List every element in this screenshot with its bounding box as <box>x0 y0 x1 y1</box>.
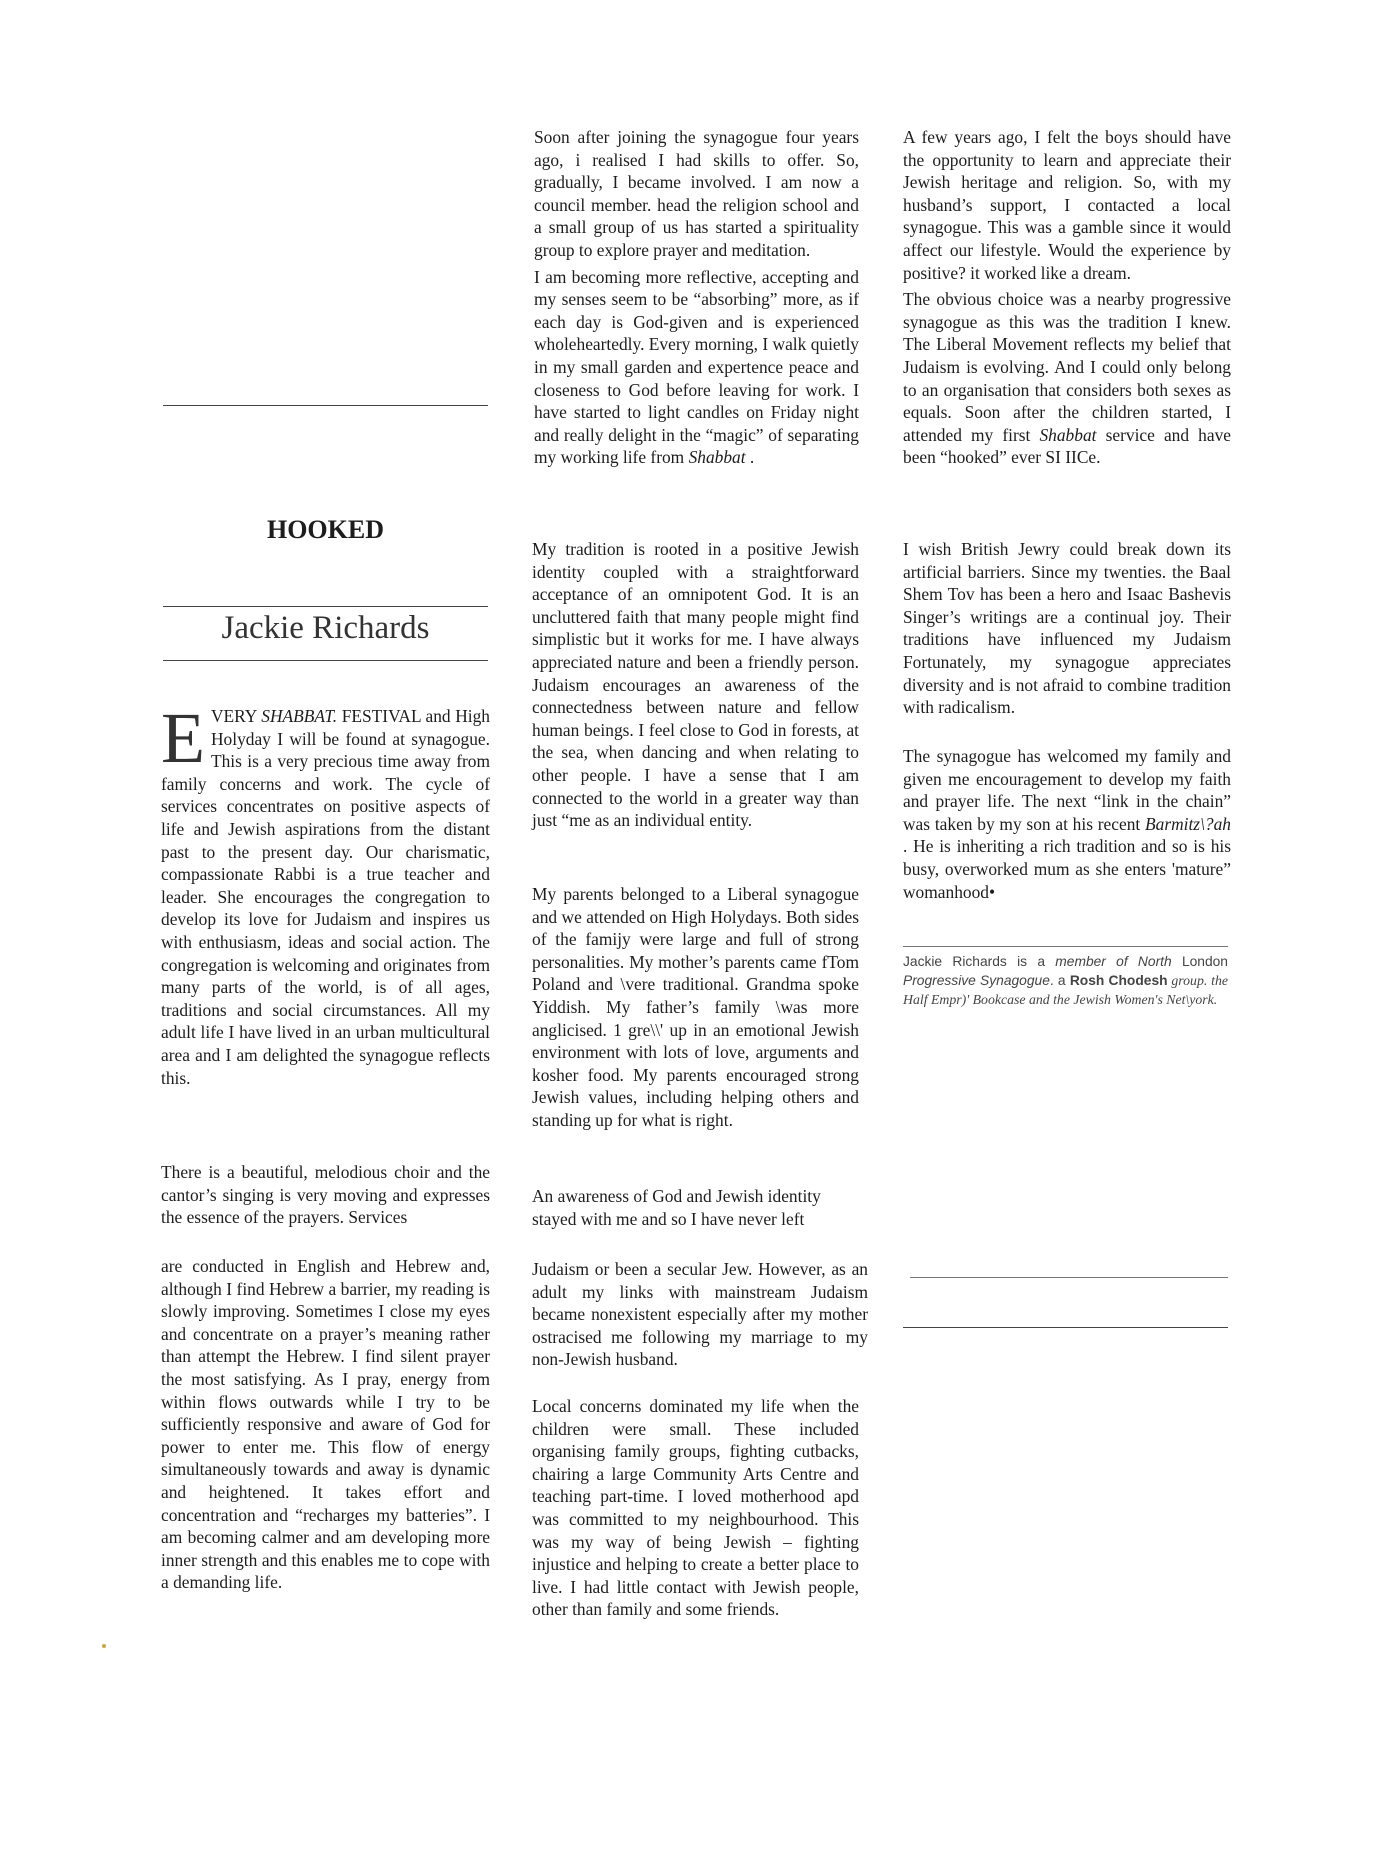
paragraph-local-concerns: Local concerns dominated my life when the children were small. These included organising family groups, fighting cutbacks, chairing a large Community Arts Centre and teaching part-time. I loved motherhood apd was committed to my neighbourhood. This was my way of being Jewish – fighting injustice and helping to create a better place to live. I had little contact with Jewish people, other than family and some friends. <box>532 1396 859 1620</box>
bio-text-6: Rosh Chodesh <box>1069 973 1168 988</box>
welcomed-barmitzvah: Barmitz\?ah <box>1145 813 1231 834</box>
paragraph-welcomed <box>903 745 1231 903</box>
reflective-text: I am becoming more reflective, accepting and my senses seem to be “absorbing” more, as if each day is God-given and is experienced wholeheartedly. Every morning, I walk quietly in my small garden and expertence peace and closeness to God before leaving for work. I have started to light candles on Friday night and really delight in the “magic” of separating my working life from <box>534 266 859 468</box>
drop-cap: E <box>161 698 205 778</box>
welcomed-text: The synagogue has welcomed my family and given me encouragement to develop my faith and prayer life. The next “link in the chain” was taken by my son at his recent <box>903 746 1231 834</box>
welcomed-end: . He is inheriting a rich tradition and so is his busy, overworked mum as she enters 'mature” womanhood• <box>903 836 1231 902</box>
reflective-end: . <box>745 447 755 468</box>
obvious-end: service and have been “hooked” ever SI IICe. <box>903 424 1231 468</box>
obvious-text: The obvious choice was a nearby progressive synagogue as this was the tradition I knew. The Liberal Movement reflects my belief that Judaism is evolving. And I could only belong to an organisation that considers both sexes as equals. Soon after the children started, I attended my first <box>903 289 1231 445</box>
author-bio <box>903 952 1228 1009</box>
column-2-part-6 <box>532 1395 859 1621</box>
article-title: HOOKED <box>266 515 384 544</box>
column-3-part-1 <box>903 126 1231 469</box>
bio-text-3: London <box>1171 954 1228 969</box>
column-2-part-3 <box>532 883 859 1132</box>
bio-text-2: member of North <box>1055 954 1172 969</box>
intro-shabbat: SHABBAT. <box>261 706 338 726</box>
column-1-part-2 <box>161 1161 490 1229</box>
paragraph-joining: Soon after joining the synagogue four years ago, i realised I had skills to offer. So, gradually, I became involved. I am now a council member. head the religion school and a small group of us has started a spirituality group to explore prayer and meditation. <box>534 127 859 260</box>
paragraph-secular: Judaism or been a secular Jew. However, as an adult my links with mainstream Judaism became nonexistent especially after my mother ostracised me following my marriage to my non-Jewish husband. <box>532 1259 868 1370</box>
column-1-part-3 <box>161 1255 490 1594</box>
bio-text-7: group. the Half Empr)' Bookcase and the Jewish Women's Net\york. <box>903 973 1228 1007</box>
author-name: Jackie Richards <box>221 610 430 646</box>
column-1 <box>161 698 490 1089</box>
column-3-part-3 <box>903 745 1231 903</box>
bottom-rule-1 <box>910 1277 1228 1278</box>
obvious-shabbat: Shabbat <box>1039 424 1097 445</box>
margin-dot <box>102 1644 106 1648</box>
author-rule-bottom <box>163 660 488 661</box>
column-3-part-2 <box>903 538 1231 719</box>
paragraph-british-jewry: I wish British Jewry could break down its artificial barriers. Since my twenties. the Baal Shem Tov has been a hero and Isaac Bashevis Singer’s writings are a continual joy. Their traditions have influenced my Judaism Fortunately, my synagogue appreciates diversity and is not afraid to combine tradition with radicalism. <box>903 539 1231 718</box>
bio-text-5: . a <box>1049 973 1070 988</box>
reflective-shabbat: Shabbat <box>688 447 746 468</box>
paragraph-intro <box>161 698 490 1089</box>
paragraph-few-years: A few years ago, I felt the boys should have the opportunity to learn and appreciate their Jewish heritage and religion. So, with my husband’s support, I contacted a local synagogue. This was a gamble since it would affect our lifestyle. Would the experience by positive? it worked like a dream. <box>903 127 1231 283</box>
column-2-part-4 <box>532 1185 859 1230</box>
paragraph-obvious-choice <box>903 288 1231 469</box>
paragraph-tradition: My tradition is rooted in a positive Jewish identity coupled with a straightforward acceptance of an omnipotent God. It is an uncluttered faith that many people might find simplistic but it works for me. I have always appreciated nature and been a friendly person. Judaism encourages an awareness of the connectedness between nature and fellow human beings. I feel close to God in forests, at the sea, when dancing and when relating to other people. I have a sense that I am connected to the world in a greater way than just “me as an individual entity. <box>532 539 859 831</box>
paragraph-choir: There is a beautiful, melodious choir and the cantor’s singing is very moving and expresses the essence of the prayers. Services <box>161 1162 490 1228</box>
paragraph-awareness: An awareness of God and Jewish identity stayed with me and so I have never left <box>532 1186 821 1229</box>
bio-rule <box>903 946 1228 947</box>
top-rule-col1 <box>163 405 488 406</box>
column-2-part-5 <box>532 1258 868 1371</box>
paragraph-reflective <box>534 266 859 469</box>
paragraph-parents: My parents belonged to a Liberal synagogue and we attended on High Holydays. Both sides of the famijy were large and full of strong personalities. My mother’s parents came fTom Poland and \vere traditional. Grandma spoke Yiddish. My father’s family \was more anglicised. 1 gre\\' up in an emotional Jewish environment with lots of love, arguments and kosher food. My parents encouraged strong Jewish values, including helping others and standing up for what is right. <box>532 884 859 1130</box>
column-2-part-1 <box>534 126 859 469</box>
bio-text-4: Progressive Synagogue <box>903 973 1050 988</box>
paragraph-services: are conducted in English and Hebrew and, although I find Hebrew a barrier, my reading is slowly improving. Sometimes I close my eyes and concentrate on a prayer’s meaning rather than attempt the Hebrew. I find silent prayer the most satisfying. As I pray, energy from within flows outwards while I try to be sufficiently responsive and aware of God for power to enter me. This flow of energy simultaneously towards and away is dynamic and heightened. It takes effort and concentration and “recharges my batteries”. I am becoming calmer and am developing more inner strength and this enables me to cope with a demanding life. <box>161 1256 490 1593</box>
author-rule-top <box>163 606 488 607</box>
bio-text-1: Jackie Richards is a <box>903 954 1056 969</box>
column-2-part-2 <box>532 538 859 832</box>
intro-rest: FESTIVAL and High Holyday I will be found at synagogue. This is a very precious time away from family concerns and work. The cycle of services concentrates on positive aspects of life and Jewish aspirations from the distant past to the present day. Our charismatic, compassionate Rabbi is a true teacher and leader. She encourages the congregation to develop its love for Judaism and inspires us with enthusiasm, ideas and social action. The congregation is welcoming and originates from many parts of the world, is of all ages, traditions and social circumstances. All my adult life I have lived in an urban multicultural area and I am delighted the synagogue reflects this. <box>161 706 490 1088</box>
intro-first: VERY <box>210 706 262 726</box>
bottom-rule-2 <box>903 1327 1228 1328</box>
